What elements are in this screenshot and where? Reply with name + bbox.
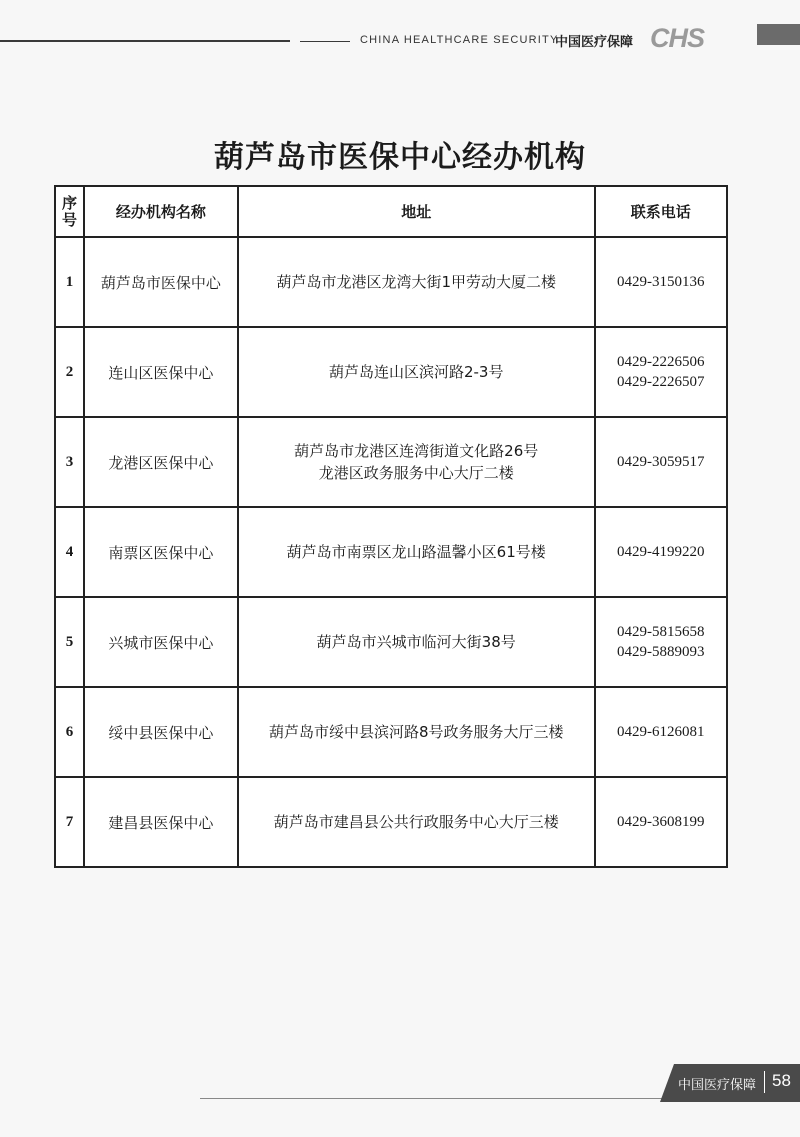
table-row [55,597,727,687]
row-number: 1 [55,237,84,327]
table-body [55,237,727,867]
phone-number: 0429-5889093 [617,644,705,660]
header-no-line1: 序 [61,193,77,212]
agency-address [238,327,595,417]
phone-number: 0429-3608199 [617,814,705,830]
table-header-row [55,186,727,237]
header-no-line2: 号 [61,210,77,229]
address-line: 龙港区政务服务中心大厅二楼 [318,464,514,482]
footer-magazine-name: 中国医疗保障 [678,1078,757,1093]
page-number: 58 [772,1071,791,1090]
table-row [55,417,727,507]
header-chinese-title: 中国医疗保障 [555,35,634,50]
phone-number: 0429-3059517 [617,454,705,470]
address-line: 葫芦岛市龙港区龙湾大街1甲劳动大厦二楼 [276,273,556,291]
row-number: 3 [55,417,84,507]
table-row [55,327,727,417]
agency-name: 绥中县医保中心 [84,687,238,777]
table-row [55,237,727,327]
phone-number: 0429-4199220 [617,544,705,560]
header-rule-short [300,41,350,42]
row-number: 5 [55,597,84,687]
row-number: 6 [55,687,84,777]
header-phone: 联系电话 [595,186,727,237]
header-rule-left [0,40,290,42]
agency-name: 建昌县医保中心 [84,777,238,867]
address-line: 葫芦岛市南票区龙山路温馨小区61号楼 [286,543,546,561]
agency-phone [595,237,727,327]
agency-name: 葫芦岛市医保中心 [84,237,238,327]
agency-address [238,687,595,777]
agency-phone [595,327,727,417]
agency-phone [595,777,727,867]
table-row [55,687,727,777]
header-name: 经办机构名称 [84,186,238,237]
agency-table [54,185,728,868]
address-line: 葫芦岛市兴城市临河大街38号 [316,633,516,651]
phone-number: 0429-6126081 [617,724,705,740]
phone-number: 0429-3150136 [617,274,705,290]
agency-name: 连山区医保中心 [84,327,238,417]
phone-number: 0429-5815658 [617,624,705,640]
header-gray-block [757,24,800,45]
footer-separator [764,1071,765,1093]
header-address: 地址 [238,186,595,237]
agency-phone [595,687,727,777]
agency-phone [595,597,727,687]
agency-name: 兴城市医保中心 [84,597,238,687]
row-number: 4 [55,507,84,597]
agency-name: 龙港区医保中心 [84,417,238,507]
page-title: 葫芦岛市医保中心经办机构 [214,140,586,176]
phone-number: 0429-2226506 [617,354,705,370]
header-no [55,186,84,237]
agency-address [238,777,595,867]
header-english-title: CHINA HEALTHCARE SECURITY [360,34,559,46]
agency-name: 南票区医保中心 [84,507,238,597]
table-row [55,777,727,867]
phone-number: 0429-2226507 [617,374,705,390]
address-line: 葫芦岛市建昌县公共行政服务中心大厅三楼 [273,813,559,831]
agency-address [238,597,595,687]
agency-address [238,417,595,507]
agency-address [238,237,595,327]
table-row [55,507,727,597]
chs-logo: CHS [650,23,705,53]
address-line: 葫芦岛连山区滨河路2-3号 [328,363,504,381]
address-line: 葫芦岛市龙港区连湾街道文化路26号 [294,442,539,460]
row-number: 7 [55,777,84,867]
address-line: 葫芦岛市绥中县滨河路8号政务服务大厅三楼 [268,723,564,741]
agency-phone [595,417,727,507]
row-number: 2 [55,327,84,417]
agency-address [238,507,595,597]
agency-phone [595,507,727,597]
